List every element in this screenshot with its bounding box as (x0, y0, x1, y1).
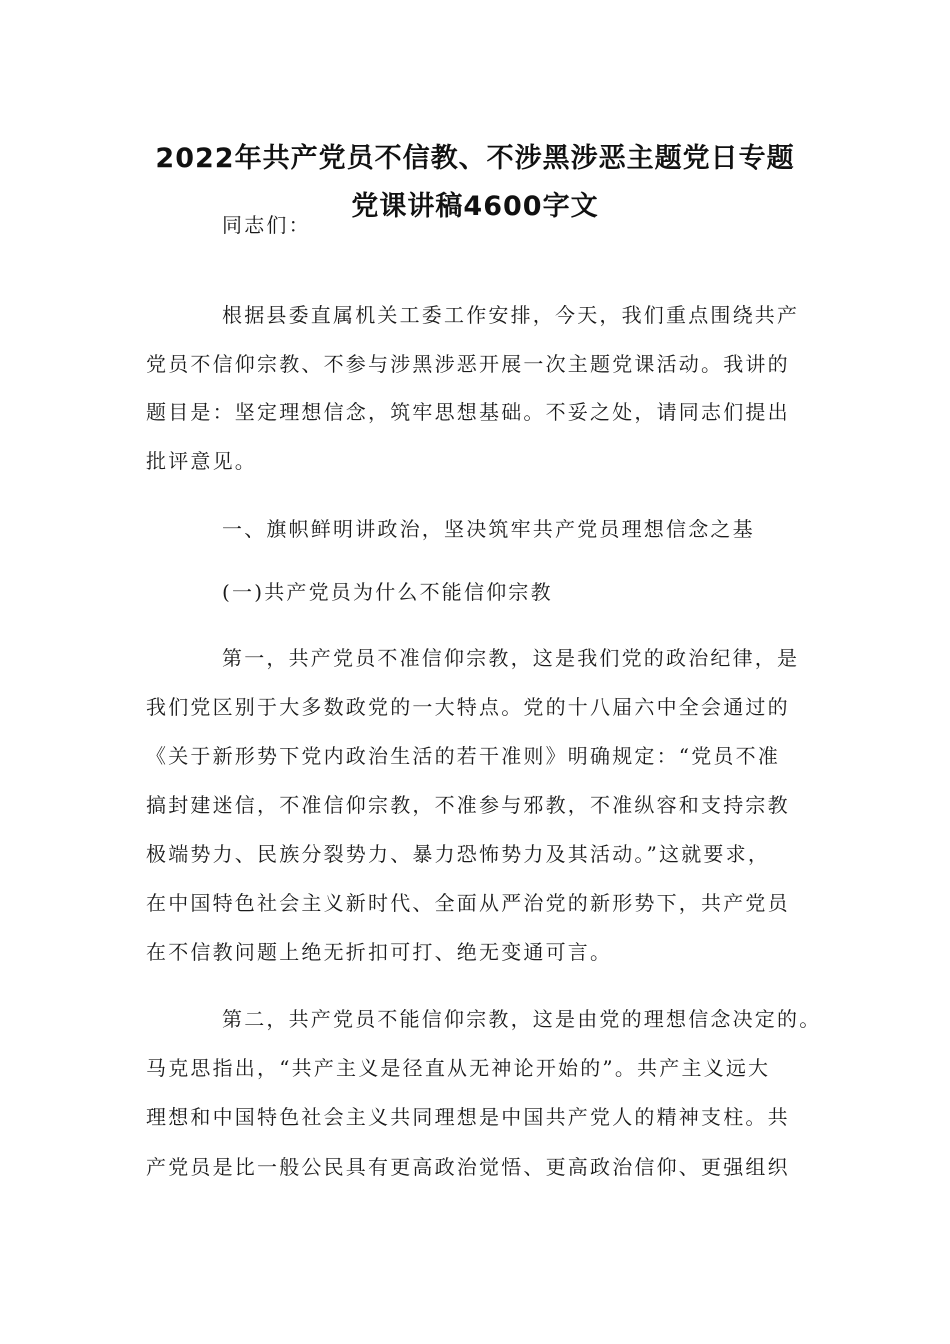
paragraph-line: 产党员是比一般公民具有更高政治觉悟、更高政治信仰、更强组织 (146, 1155, 790, 1179)
paragraph-line: 在不信教问题上绝无折扣可打、绝无变通可言。 (146, 940, 613, 964)
paragraph-line: 理想和中国特色社会主义共同理想是中国共产党人的精神支柱。共 (146, 1105, 790, 1129)
section-heading: 一、旗帜鲜明讲政治，坚决筑牢共产党员理想信念之基 (222, 517, 755, 541)
salutation: 同志们： (222, 213, 311, 237)
paragraph-line: 第一，共产党员不准信仰宗教，这是我们党的政治纪律，是 (222, 646, 800, 670)
paragraph-line: 在中国特色社会主义新时代、全面从严治党的新形势下，共产党员 (146, 891, 790, 915)
paragraph-line: 党员不信仰宗教、不参与涉黑涉恶开展一次主题党课活动。我讲的 (146, 352, 790, 376)
paragraph-line: 题目是：坚定理想信念，筑牢思想基础。不妥之处，请同志们提出 (146, 400, 790, 424)
paragraph-line: 《关于新形势下党内政治生活的若干准则》明确规定：“党员不准 (146, 744, 781, 768)
paragraph-line: 根据县委直属机关工委工作安排，今天，我们重点围绕共产 (222, 303, 800, 327)
paragraph-line: 搞封建迷信，不准信仰宗教，不准参与邪教，不准纵容和支持宗教 (146, 793, 790, 817)
paragraph-line: 马克思指出，“共产主义是径直从无神论开始的”。共产主义远大 (146, 1056, 771, 1080)
paragraph-line: 第二，共产党员不能信仰宗教，这是由党的理想信念决定的。 (222, 1007, 822, 1031)
paragraph-line: 极端势力、民族分裂势力、暴力恐怖势力及其活动。”这就要求， (146, 842, 771, 866)
subsection-heading: (一)共产党员为什么不能信仰宗教 (222, 580, 553, 604)
document-title-line-2: 党课讲稿4600字文 (351, 191, 599, 222)
paragraph-line: 我们党区别于大多数政党的一大特点。党的十八届六中全会通过的 (146, 695, 790, 719)
paragraph-line: 批评意见。 (146, 449, 257, 473)
document-title-line-1: 2022年共产党员不信教、不涉黑涉恶主题党日专题 (155, 143, 795, 174)
